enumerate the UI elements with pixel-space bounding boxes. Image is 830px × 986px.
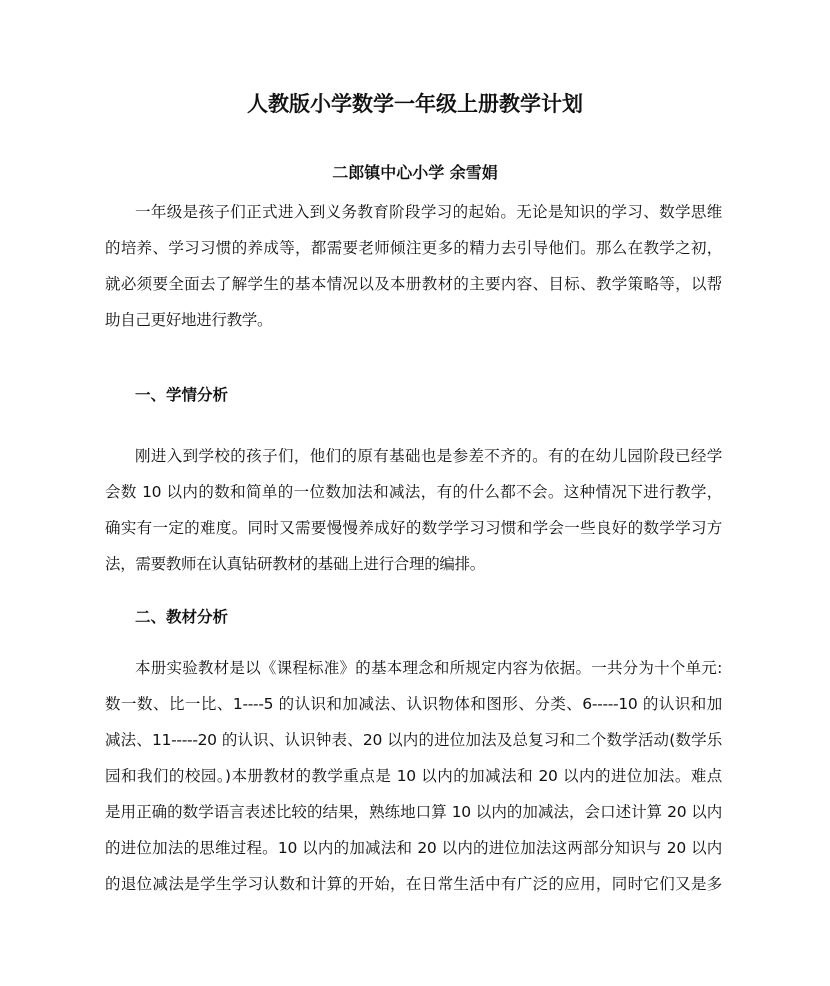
paragraph-line: 确实有一定的难度。同时又需要慢慢养成好的数学学习习惯和学会一些良好的数学学习方 xyxy=(105,519,722,537)
paragraph-line: 园和我们的校园。)本册教材的教学重点是 10 以内的加减法和 20 以内的进位加法。难点 xyxy=(105,767,722,785)
document-author: 二郎镇中心小学 余雪娟 xyxy=(332,163,498,182)
paragraph-line: 助自己更好地进行教学。 xyxy=(105,311,273,329)
section-heading-textbook-analysis: 二、教材分析 xyxy=(135,608,229,626)
paragraph-line: 数一数、比一比、1----5 的认识和加减法、认识物体和图形、分类、6-----10 的认识和加 xyxy=(105,695,722,713)
paragraph-line: 就必须要全面去了解学生的基本情况以及本册教材的主要内容、目标、教学策略等，以帮 xyxy=(105,275,722,293)
paragraph-line: 的培养、学习习惯的养成等，都需要老师倾注更多的精力去引导他们。那么在教学之初， xyxy=(105,239,722,257)
paragraph-line: 刚进入到学校的孩子们，他们的原有基础也是参差不齐的。有的在幼儿园阶段已经学 xyxy=(135,447,722,465)
paragraph-line: 的进位加法的思维过程。10 以内的加减法和 20 以内的进位加法这两部分知识与 20 以内 xyxy=(105,839,722,857)
paragraph-line: 减法、11-----20 的认识、认识钟表、20 以内的进位加法及总复习和二个数学活动(数学乐 xyxy=(105,731,722,749)
paragraph-line: 本册实验教材是以《课程标准》的基本理念和所规定内容为依据。一共分为十个单元: xyxy=(135,659,722,677)
paragraph-line: 是用正确的数学语言表述比较的结果，熟练地口算 10 以内的加减法，会口述计算 20 以内 xyxy=(105,803,722,821)
section-heading-student-analysis: 一、学情分析 xyxy=(135,386,229,404)
paragraph-line: 会数 10 以内的数和简单的一位数加法和减法，有的什么都不会。这种情况下进行教学， xyxy=(105,483,722,501)
document-title: 人教版小学数学一年级上册教学计划 xyxy=(247,92,583,116)
paragraph-line: 法，需要教师在认真钻研教材的基础上进行合理的编排。 xyxy=(105,555,486,573)
paragraph-line: 的退位减法是学生学习认数和计算的开始，在日常生活中有广泛的应用，同时它们又是多 xyxy=(105,875,722,893)
paragraph-line: 一年级是孩子们正式进入到义务教育阶段学习的起始。无论是知识的学习、数学思维 xyxy=(135,203,722,221)
